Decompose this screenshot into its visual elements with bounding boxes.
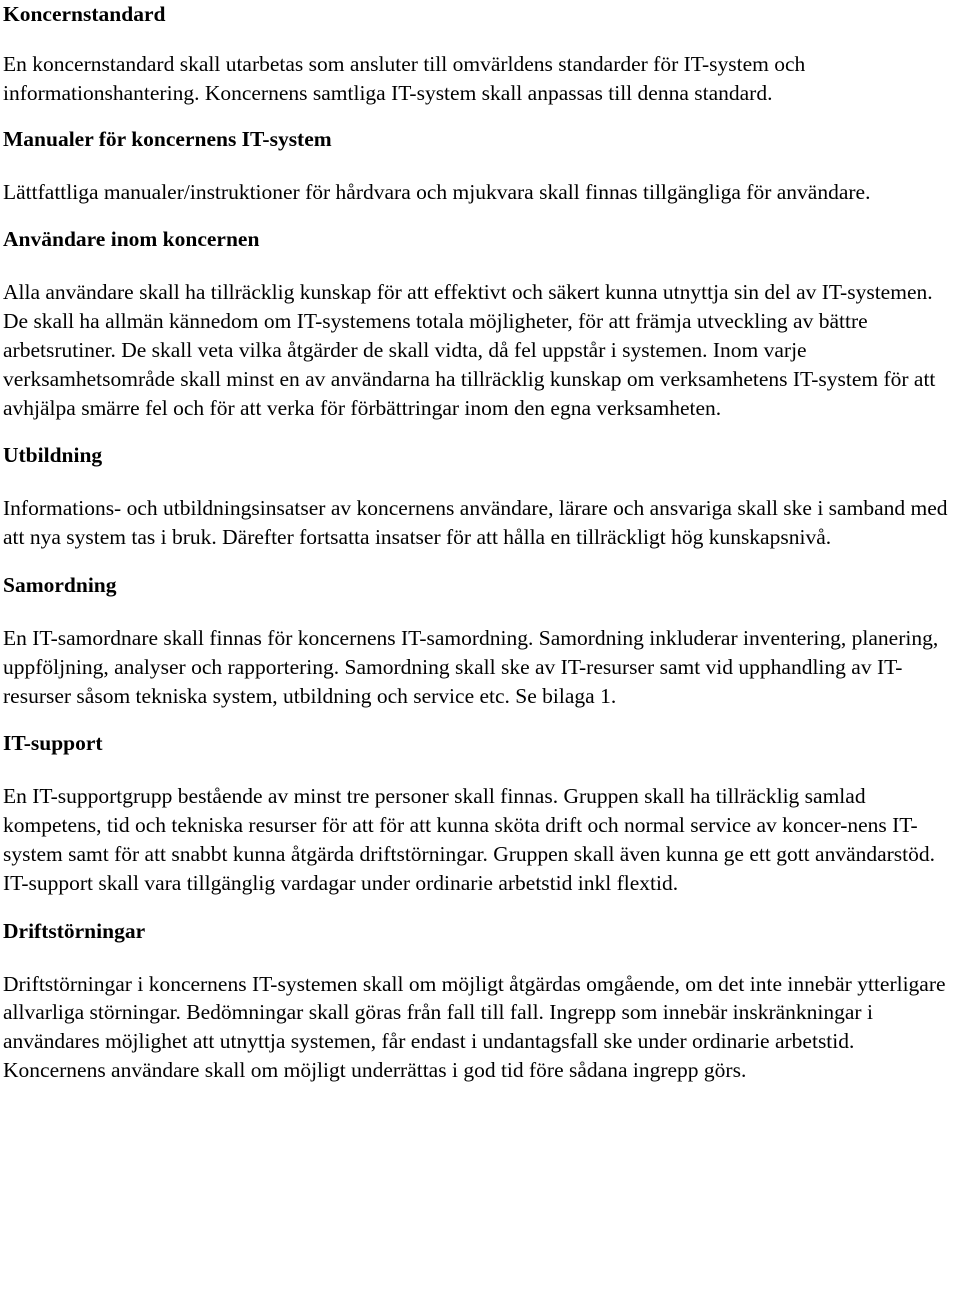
section-paragraph: En koncernstandard skall utarbetas som ansluter till omvärldens standarder för IT-system och informationshantering. Koncernens samtliga IT-system skall anpassas till denna standard. (3, 52, 806, 105)
section-paragraph: Lättfattliga manualer/instruktioner för hårdvara och mjukvara skall finnas tillgängliga för användare. (3, 179, 871, 204)
section-manualer (3, 125, 958, 207)
section-heading: Utbildning (3, 443, 103, 468)
document-page (3, 0, 958, 1085)
section-paragraph: Alla användare skall ha tillräcklig kunskap för att effektivt och säkert kunna utnyttja sin del av IT-systemen. De skall ha allmän kännedom om IT-systemens totala möjligheter, för att främja utveckling av bättre arbetsrutiner. De skall veta vilka åtgärder de skall vidta, då fel uppstår i systemen. Inom varje verksamhetsområde skall minst en av användarna ha tillräcklig kunskap om verksamhetens IT-system för att avhjälpa smärre fel och för att verka för förbättringar inom den egna verksamheten. (3, 280, 936, 420)
section-koncernstandard (3, 0, 958, 108)
section-it-support (3, 729, 958, 897)
section-anvandare (3, 225, 958, 422)
section-heading: Användare inom koncernen (3, 227, 260, 252)
section-paragraph: En IT-samordnare skall finnas för koncernens IT-samordning. Samordning inkluderar inventering, planering, uppföljning, analyser och rapportering. Samordning skall ske av IT-resurser samt vid upphandling av IT-resurser såsom tekniska system, utbildning och service etc. Se bilaga 1. (3, 625, 939, 708)
section-paragraph: En IT-supportgrupp bestående av minst tre personer skall finnas. Gruppen skall ha tillräcklig samlad kompetens, tid och tekniska resurser för att för att kunna sköta drift och normal service av koncer-nens IT-system samt för att snabbt kunna åtgärda driftstörningar. Gruppen skall även kunna ge ett gott användarstöd. IT-support skall vara tillgänglig vardagar under ordinarie arbetstid inkl flextid. (3, 784, 936, 895)
section-heading: Samordning (3, 572, 117, 597)
section-heading: Manualer för koncernens IT-system (3, 126, 332, 151)
section-paragraph: Driftstörningar i koncernens IT-systemen skall om möjligt åtgärdas omgående, om det inte innebär ytterligare allvarliga störningar. Bedömningar skall göras från fall till fall. Ingrepp som innebär inskränkningar i användares möjlighet att utnyttja systemen, får endast i undantagsfall ske under ordinarie arbetstid. Koncernens användare skall om möjligt underrättas i god tid före sådana ingrepp görs. (3, 971, 946, 1082)
section-samordning (3, 571, 958, 710)
section-heading: IT-support (3, 731, 103, 756)
section-paragraph: Informations- och utbildningsinsatser av koncernens användare, lärare och ansvariga skall ske i samband med att nya system tas i bruk. Därefter fortsatta insatser för att hålla en tillräckligt hög kunskapsnivå. (3, 496, 948, 550)
section-utbildning (3, 441, 958, 552)
section-heading: Koncernstandard (3, 2, 166, 26)
section-driftstorningar (3, 917, 958, 1085)
section-heading: Driftstörningar (3, 918, 146, 943)
